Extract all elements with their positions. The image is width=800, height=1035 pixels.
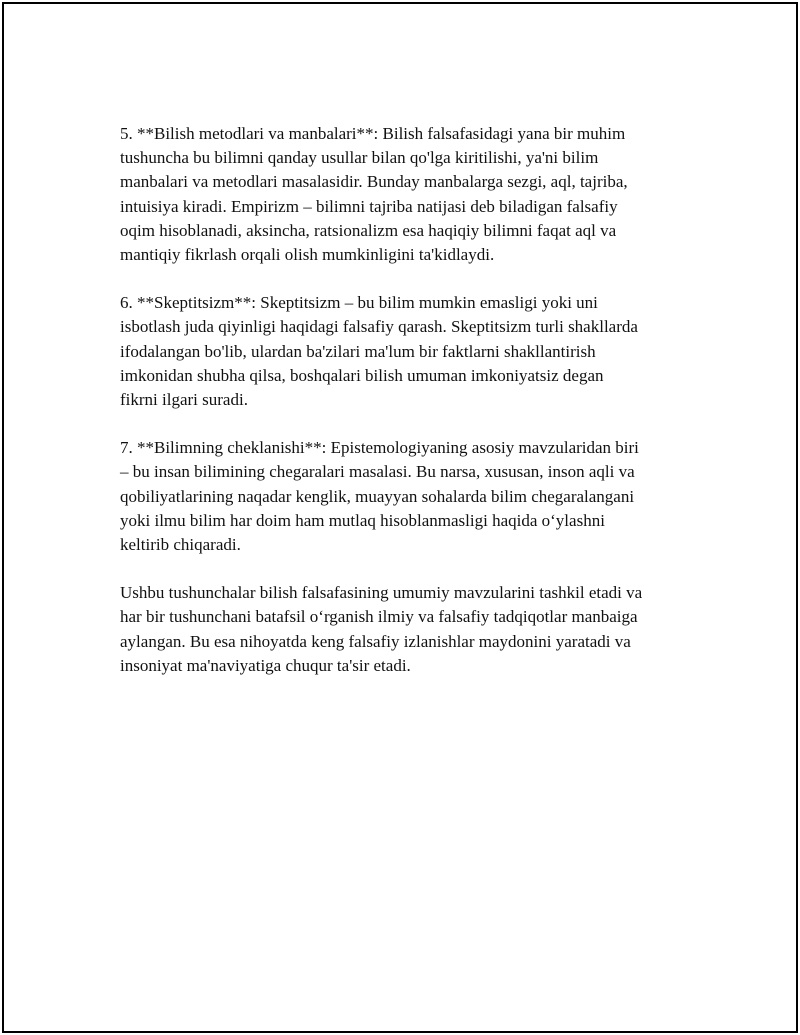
document-page — [2, 2, 798, 1033]
text-line: manbalari va metodlari masalasidir. Bunday manbalarga sezgi, aql, tajriba, — [120, 172, 628, 192]
paragraph-skeptitsizm — [120, 291, 700, 412]
text-line: imkonidan shubha qilsa, boshqalari bilish umuman imkoniyatsiz degan — [120, 365, 604, 385]
paragraph-bilimning-cheklanishi — [120, 436, 700, 557]
text-line: intuisiya kiradi. Empirizm – bilimni tajriba natijasi deb biladigan falsafiy — [120, 196, 618, 216]
text-line: 7. **Bilimning cheklanishi**: Epistemologiyaning asosiy mavzularidan biri — [120, 438, 639, 458]
text-line: oqim hisoblanadi, aksincha, ratsionalizm esa haqiqiy bilimni faqat aql va — [120, 220, 617, 240]
text-line: har bir tushunchani batafsil o‘rganish ilmiy va falsafiy tadqiqotlar manbaiga — [120, 607, 638, 627]
text-line: tushuncha bu bilimni qanday usullar bilan qo'lga kiritilishi, ya'ni bilim — [120, 148, 599, 168]
text-line: fikrni ilgari suradi. — [120, 390, 248, 410]
text-line: 5. **Bilish metodlari va manbalari**: Bilish falsafasidagi yana bir muhim — [120, 124, 626, 143]
text-line: aylangan. Bu esa nihoyatda keng falsafiy izlanishlar maydonini yaratadi va — [120, 631, 631, 651]
text-line: keltirib chiqaradi. — [120, 535, 241, 555]
text-line: insoniyat ma'naviyatiga chuqur ta'sir etadi. — [120, 655, 411, 675]
text-line: isbotlash juda qiyinligi haqidagi falsafiy qarash. Skeptitsizm turli shakllarda — [120, 317, 638, 337]
document-body — [120, 122, 700, 702]
text-line: 6. **Skeptitsizm**: Skeptitsizm – bu bilim mumkin emasligi yoki uni — [120, 293, 598, 313]
text-line: Ushbu tushunchalar bilish falsafasining umumiy mavzularini tashkil etadi va — [120, 583, 643, 603]
text-line: mantiqiy fikrlash orqali olish mumkinligini ta'kidlaydi. — [120, 245, 495, 265]
paragraph-bilish-metodlari — [120, 122, 700, 267]
paragraph-conclusion — [120, 581, 700, 678]
text-line: qobiliyatlarining naqadar kenglik, muayyan sohalarda bilim chegaralangani — [120, 486, 635, 506]
text-line: ifodalangan bo'lib, ulardan ba'zilari ma'lum bir faktlarni shakllantirish — [120, 341, 596, 361]
text-line: – bu insan bilimining chegaralari masalasi. Bu narsa, xususan, inson aqli va — [120, 462, 635, 482]
text-line: yoki ilmu bilim har doim ham mutlaq hisoblanmasligi haqida o‘ylashni — [120, 510, 605, 530]
